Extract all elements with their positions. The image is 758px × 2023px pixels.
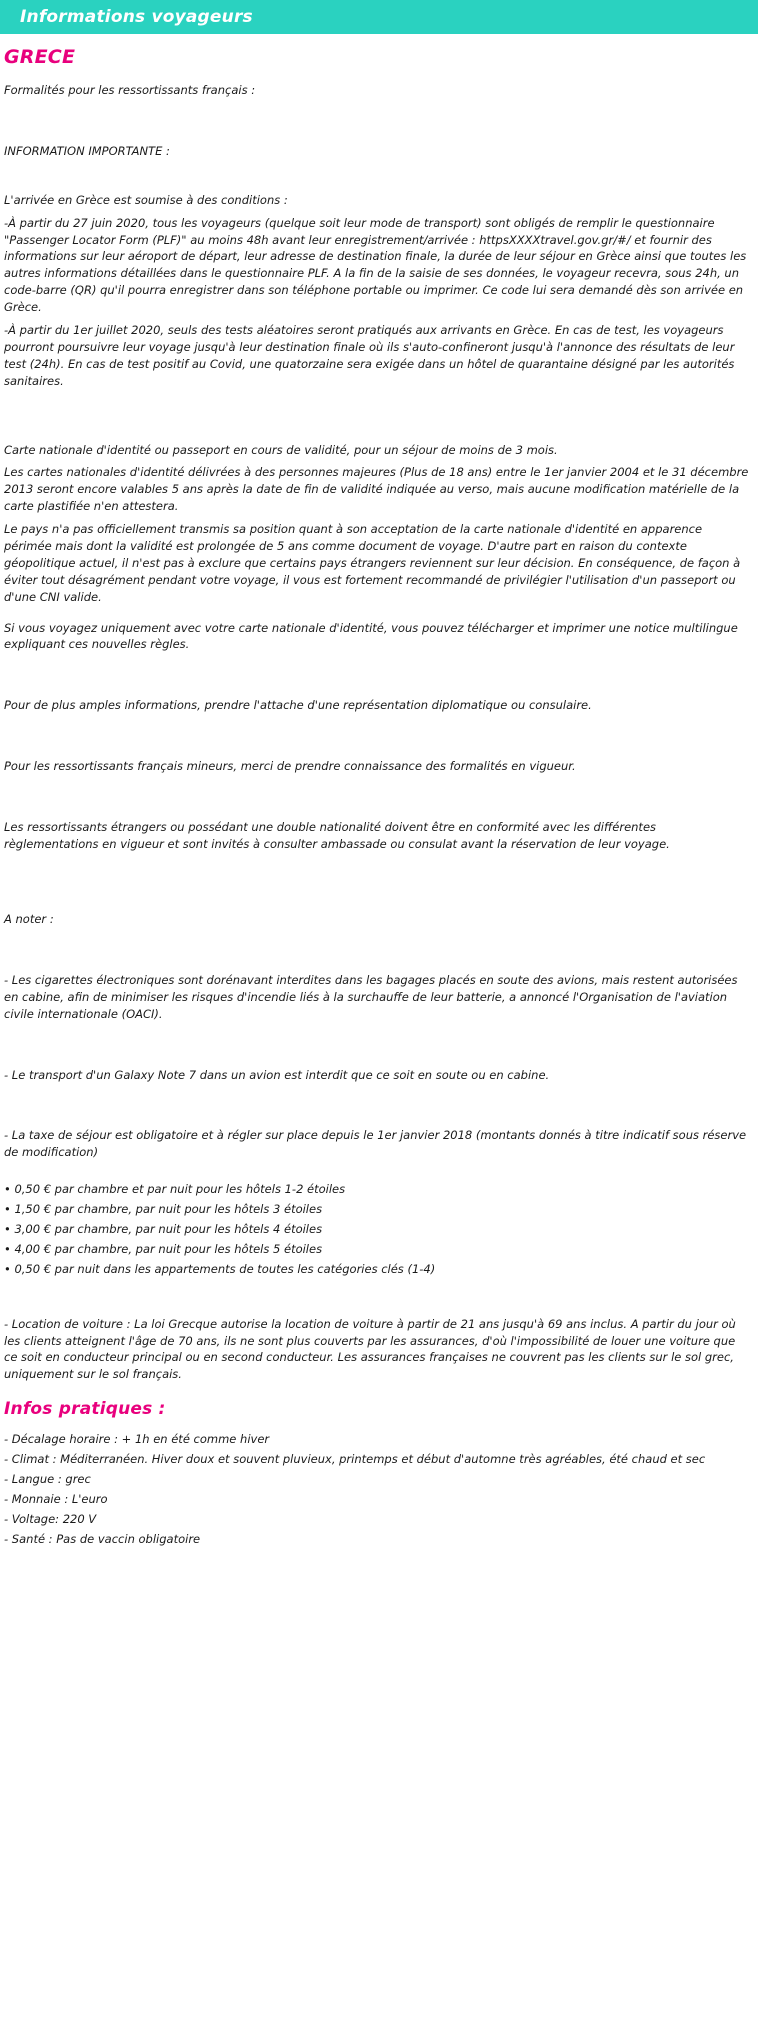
identity-block [4, 442, 752, 606]
condition-item-2: -À partir du 1er juillet 2020, seuls des tests aléatoires seront pratiqués aux arrivants en Grèce. En cas de test, les voyageurs pourront poursuivre leur voyage jusqu'à leur destination finale où ils s'auto-confineront jusqu'à l'annonce des résultats de leur test (24h). En cas de test positif au Covid, une quatorzaine sera exigée dans un hôtel de quarantaine désigné par les autorités sanitaires. [4, 323, 735, 388]
spacer [4, 781, 752, 819]
list-item: - Langue : grec [4, 1471, 91, 1486]
minors-paragraph: Pour les ressortissants français mineurs, merci de prendre connaissance des formalités en vigueur. [4, 759, 576, 774]
spacer [4, 1029, 752, 1067]
note-heading: A noter : [4, 911, 54, 926]
list-item: - Santé : Pas de vaccin obligatoire [4, 1531, 201, 1546]
infos-pratiques-list [4, 1431, 752, 1547]
note-taxe-sejour: - La taxe de séjour est obligatoire et à régler sur place depuis le 1er janvier 2018 (montants donnés à titre indicatif sous réserve de modification) [4, 1128, 747, 1160]
intro-paragraph: Formalités pour les ressortissants français : [4, 83, 256, 97]
taxe-list [4, 1181, 752, 1277]
identity-paragraph-2: Les cartes nationales d'identité délivrées à des personnes majeures (Plus de 18 ans) entre le 1er janvier 2004 et le 31 décembre 2013 seront encore valables 5 ans après la date de fin de validité indiquée au verso, mais aucune modification matérielle de la carte plastifiée n'en attestera. [4, 465, 749, 514]
list-item: • 0,50 € par nuit dans les appartements de toutes les catégories clés (1-4) [4, 1261, 436, 1276]
spacer [4, 1167, 752, 1181]
section-title-infos-pratiques: Infos pratiques : [4, 1399, 166, 1420]
foreigners-paragraph: Les ressortissants étrangers ou possédant une double nationalité doivent être en conformité avec les différentes règlementations en vigueur et sont invités à consulter ambassade ou consulat avant la réservation de leur voyage. [4, 820, 670, 852]
header-bar [0, 0, 758, 34]
spacer [4, 606, 752, 620]
list-item: - Climat : Méditerranéen. Hiver doux et souvent pluvieux, printemps et début d'automne très agréables, été chaud et sec [4, 1452, 706, 1467]
conditions-intro: L'arrivée en Grèce est soumise à des conditions : [4, 192, 288, 207]
condition-item-1: -À partir du 27 juin 2020, tous les voyageurs (quelque soit leur mode de transport) sont obligés de remplir le questionnaire "Passenger Locator Form (PLF)" au moins 48h avant leur enregistrement/arrivée : httpsXXXXtravel.gov.gr/#/ et fournir des informations sur leur aéroport de départ, leur adresse de destination finale, la durée de leur séjour en Grèce ainsi que toutes les autres informations détaillées dans le questionnaire PLF. A la fin de la saisie de ses données, le voyageur recevra, sous 24h, un code-barre (QR) qu'il pourra enregistrer dans son téléphone portable ou imprimer. Ce code lui sera demandé dès son arrivée en Grèce. [4, 215, 747, 315]
important-heading: INFORMATION IMPORTANTE : [4, 143, 170, 158]
spacer [4, 934, 752, 972]
note-location-voiture: - Location de voiture : La loi Grecque autorise la location de voiture à partir de 21 ans jusqu'à 69 ans inclus. A partir du jour où les clients atteignent l'âge de 70 ans, ils ne sont plus couverts par les assurances, d'où l'impossibilité de louer une voiture que ce soit en conducteur principal ou en second conducteur. Les assurances françaises ne couvrent pas les clients sur le sol grec, uniquement sur le sol français. [4, 1316, 736, 1382]
list-item: - Voltage: 220 V [4, 1511, 97, 1526]
conditions-block [4, 192, 752, 390]
document-content [0, 46, 758, 1568]
list-item: • 0,50 € par chambre et par nuit pour les hôtels 1-2 étoiles [4, 1182, 346, 1197]
page-title: Informations voyageurs [20, 7, 253, 27]
list-item: - Monnaie : L'euro [4, 1491, 108, 1506]
destination-title: GRECE [4, 46, 76, 68]
list-item: • 4,00 € par chambre, par nuit pour les hôtels 5 étoiles [4, 1241, 323, 1256]
more-info-paragraph: Pour de plus amples informations, prendre l'attache d'une représentation diplomatique ou consulaire. [4, 698, 592, 713]
spacer [4, 1089, 752, 1127]
spacer [4, 390, 752, 442]
identity-paragraph-3: Le pays n'a pas officiellement transmis sa position quant à son acceptation de la carte nationale d'identité en apparence périmée mais dont la validité est prolongée de 5 ans comme document de voyage. D'autre part en raison du contexte géopolitique actuel, il n'est pas à exclure que certains pays étrangers reviennent sur leur décision. En conséquence, de façon à éviter tout désagrément pendant votre voyage, il vous est fortement recommandé de privilégier l'utilisation d'un passeport ou d'une CNI valide. [4, 522, 741, 604]
spacer [4, 859, 752, 911]
spacer [4, 659, 752, 697]
note-galaxy: - Le transport d'un Galaxy Note 7 dans un avion est interdit que ce soit en soute ou en cabine. [4, 1067, 550, 1082]
identity-paragraph-4: Si vous voyagez uniquement avec votre carte nationale d'identité, vous pouvez télécharger et imprimer une notice multilingue expliquant ces nouvelles règles. [4, 620, 738, 652]
list-item: - Décalage horaire : + 1h en été comme hiver [4, 1432, 270, 1447]
identity-paragraph-1: Carte nationale d'identité ou passeport en cours de validité, pour un séjour de moins de 3 mois. [4, 442, 558, 457]
list-item: • 1,50 € par chambre, par nuit pour les hôtels 3 étoiles [4, 1202, 323, 1217]
spacer [4, 166, 752, 192]
note-cigarettes: - Les cigarettes électroniques sont dorénavant interdites dans les bagages placés en soute des avions, mais restent autorisées en cabine, afin de minimiser les risques d'incendie liés à la surchauffe de leur batterie, a annoncé l'Organisation de l'aviation civile internationale (OACI). [4, 972, 738, 1021]
spacer [4, 105, 752, 143]
spacer [4, 1278, 752, 1316]
spacer [4, 720, 752, 758]
list-item: • 3,00 € par chambre, par nuit pour les hôtels 4 étoiles [4, 1221, 323, 1236]
